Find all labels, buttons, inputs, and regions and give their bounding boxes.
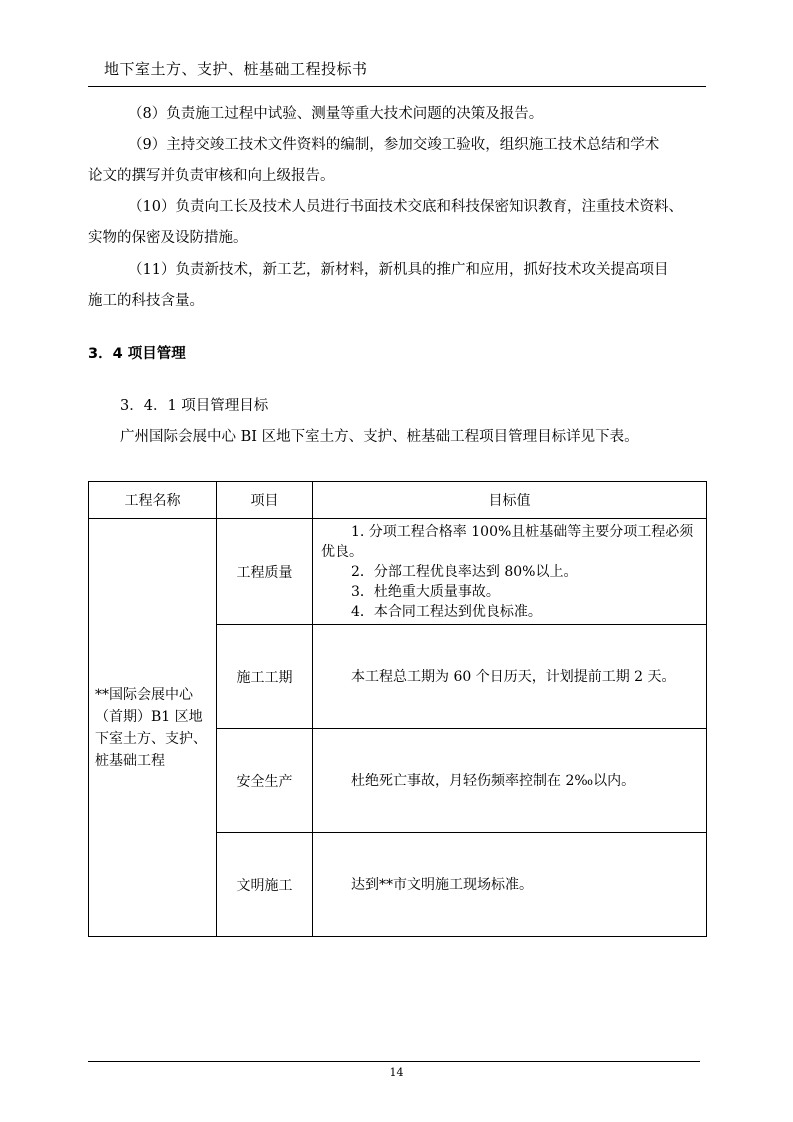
management-goals-table	[88, 481, 707, 937]
paragraph-item-11	[88, 255, 708, 317]
page-number: 14	[389, 1066, 404, 1079]
item-schedule: 施工工期	[217, 625, 313, 729]
table-header-row	[89, 482, 707, 519]
target-quality	[313, 519, 707, 625]
target-schedule: 本工程总工期为 60 个日历天，计划提前工期 2 天。	[313, 625, 707, 729]
table-intro-text: 广州国际会展中心 BI 区地下室土方、支护、桩基础工程项目管理目标详见下表。	[120, 429, 639, 445]
paragraph-item-11-line-2: 施工的科技含量。	[88, 293, 204, 309]
target-safety: 杜绝死亡事故，月轻伤频率控制在 2‰以内。	[313, 729, 707, 833]
header-target-value: 目标值	[313, 482, 707, 519]
document-header-title: 地下室土方、支护、桩基础工程投标书	[104, 60, 368, 78]
target-quality-line-1: 1. 分项工程合格率 100%且桩基础等主要分项工程必须优良。	[321, 523, 694, 560]
item-civilized: 文明施工	[217, 833, 313, 937]
paragraph-item-8-text: （8）负责施工过程中试验、测量等重大技术问题的决策及报告。	[128, 106, 544, 122]
header-divider	[88, 86, 706, 87]
paragraph-item-8	[88, 99, 708, 130]
header-project-name: 工程名称	[89, 482, 217, 519]
paragraph-item-9	[88, 130, 708, 192]
paragraph-item-9-line-1: （9）主持交竣工技术文件资料的编制，参加交竣工验收，组织施工技术总结和学术	[128, 137, 660, 153]
paragraph-item-10-line-2: 实物的保密及设防措施。	[88, 230, 248, 246]
subsection-heading: 3．4．1 项目管理目标	[120, 398, 269, 414]
table-row-quality	[89, 519, 707, 625]
footer-divider	[88, 1061, 700, 1062]
paragraph-item-10-line-1: （10）负责向工长及技术人员进行书面技术交底和科技保密知识教育，注重技术资料、	[128, 199, 683, 215]
target-quality-line-4: 4．本合同工程达到优良标准。	[351, 603, 542, 620]
target-quality-line-3: 3．杜绝重大质量事故。	[351, 583, 500, 600]
project-name-cell: **国际会展中心（首期）B1 区地下室土方、支护、桩基础工程	[89, 519, 217, 937]
item-quality: 工程质量	[217, 519, 313, 625]
paragraph-item-11-line-1: （11）负责新技术，新工艺，新材料，新机具的推广和应用，抓好技术攻关提高项目	[128, 262, 669, 278]
header-item: 项目	[217, 482, 313, 519]
target-quality-line-2: 2．分部工程优良率达到 80%以上。	[351, 563, 578, 580]
item-safety: 安全生产	[217, 729, 313, 833]
paragraph-item-9-line-2: 论文的撰写并负责审核和向上级报告。	[88, 168, 335, 184]
target-civilized: 达到**市文明施工现场标准。	[313, 833, 707, 937]
paragraph-item-10	[88, 192, 708, 254]
section-heading: 3．4 项目管理	[88, 346, 186, 362]
